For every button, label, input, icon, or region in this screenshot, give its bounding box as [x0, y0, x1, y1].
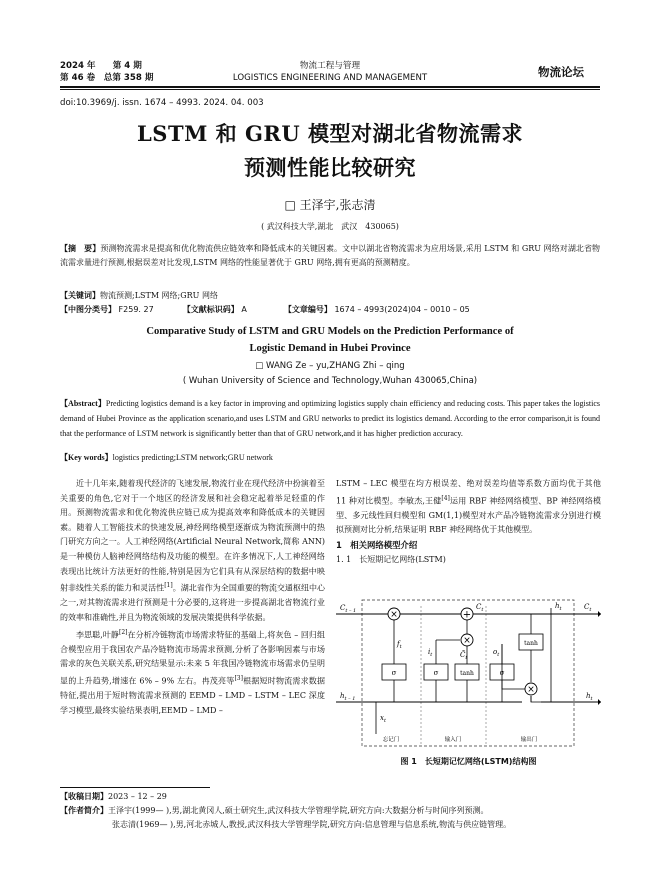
- h-prev-label: $h_{t - 1}$: [340, 692, 356, 702]
- tanh-label: tanh: [460, 670, 474, 677]
- keywords-cn-label: 【关键词】: [60, 291, 100, 300]
- o-t-label: $o_t$: [493, 648, 500, 658]
- c-t-label: $C_t$: [476, 603, 484, 613]
- keywords-en: [60, 452, 600, 463]
- abstract-cn-label: 【摘 要】: [60, 244, 101, 253]
- forget-gate-label: 忘记门: [382, 737, 400, 743]
- tanh-label: tanh: [524, 640, 538, 647]
- i-t-label: $i_t$: [428, 648, 433, 658]
- doc-code-value: A: [241, 305, 247, 314]
- clc-label: 【中图分类号】: [60, 305, 116, 314]
- journal-name-en: LOGISTICS ENGINEERING AND MANAGEMENT: [232, 73, 428, 83]
- body-right-column: [336, 477, 601, 567]
- received-date: 【收稿日期】2023 – 12 – 29: [60, 792, 167, 801]
- year-issue: 2024 年 第 4 期: [60, 61, 142, 71]
- sigma-label: σ: [499, 669, 505, 677]
- title-en-line2: Logistic Demand in Hubei Province: [249, 343, 411, 354]
- h-merge: [531, 696, 541, 702]
- author-bio-2: 张志清(1969— ),男,河北赤城人,教授,武汉科技大学管理学院,研究方向:信息管理与信息系统,物流与供应链管理。: [112, 820, 512, 829]
- lstm-structure-diagram: [336, 594, 601, 752]
- sigma-label: σ: [391, 669, 397, 677]
- keywords-en-text: logistics predicting;LSTM network;GRU network: [112, 453, 273, 462]
- doc-code-label: 【文献标识码】: [182, 305, 239, 314]
- author-bio-label: 【作者简介】: [60, 806, 108, 815]
- h-t-label: $h_t$: [586, 692, 593, 702]
- abstract-en-text: Predicting logistics demand is a key factor in improving and optimizing logistics supply chain efficiency and reducing costs. This paper takes the logistics demand of Hubei Province as the application scenario,and uses LSTM and GRU networks to predict its logistics demand. According to the error comparison,it is found that the performance of LSTM network is significantly better than that of GRU network,and it has higher prediction accuracy.: [60, 399, 600, 438]
- body-left-column: [60, 477, 325, 718]
- authors-en: □ WANG Ze – yu,ZHANG Zhi – qing: [255, 361, 405, 371]
- figure-caption: 图 1 长短期记忆网络(LSTM)结构图: [400, 757, 537, 766]
- h-t-top-label: $h_t$: [555, 602, 562, 612]
- body-paragraph: LSTM – LEC 模型在均方根误差、绝对误差均值等系数方面均优于其他 11 种对比模型。李敏杰,王健[4]运用 RBF 神经网络模型、BP 神经网络模型、多元线性回归模型和 GM(1,1)模型对水产品冷链物流需求分别进行模拟预测对比分析,结果证明 RBF 神经网络优于其他模型。: [336, 479, 602, 535]
- h-up-path: [541, 608, 551, 702]
- header-rule: [60, 86, 600, 88]
- abstract-cn-text: 预测物流需求是提高和优化物流供应链效率和降低成本的关键因素。文中以湖北省物流需求为应用场景,采用 LSTM 和 GRU 网络对湖北省物流需求量进行预测,根据误差对比发现,LSTM 网络的性能显著优于 GRU 网络,拥有更高的预测精度。: [60, 244, 601, 267]
- times-symbol: ×: [463, 636, 471, 646]
- abstract-en-label: 【Abstract】: [60, 399, 106, 408]
- times-symbol: ×: [527, 685, 535, 695]
- header-rule-thin: [60, 89, 600, 90]
- title-cn-line1: LSTM 和 GRU 模型对湖北省物流需求: [137, 121, 523, 146]
- citation-ref: [4]: [441, 494, 450, 502]
- input-gate-label: 输入门: [444, 737, 462, 743]
- received-label: 【收稿日期】: [60, 792, 108, 801]
- authors-cn: □ 王泽宇,张志清: [284, 198, 376, 212]
- classification-row: [60, 304, 600, 316]
- c-prev-label: $C_{t - 1}$: [340, 604, 357, 614]
- c-t-out-label: $C_t$: [584, 603, 592, 613]
- journal-name-cn: 物流工程与管理: [299, 61, 361, 71]
- article-no-value: 1674 – 4993(2024)04 – 0010 – 05: [334, 305, 470, 314]
- times-symbol: ×: [390, 610, 398, 620]
- body-paragraph: 近十几年来,随着现代经济的飞速发展,物流行业在现代经济中扮演着至关重要的角色,它对于一个地区的经济发展和社会稳定起着举足轻重的作用。预测物流需求和优化物流供应链已成为提高效率和降低成本的关键因素。随着人工智能技术的快速发展,神经网络模型逐渐成为物流预测中的热门研究方向之一。人工神经网络(Artificial Neural Network,简称 ANN)是一种模仿人脑神经网络结构及功能的模型。在许多情况下,人工神经网络表现出比统计方法更好的性能,特别是因为它们具有从深层结构的数据中映射非线性关系的能力和灵活性[1]。湖北省作为全国重要的物流交通枢纽中心之一,对其物流需求进行预测是十分必要的,这将进一步提高湖北省物流行业的效率和准确性,并且为物流领域的发展决策提供科学依据。: [60, 479, 325, 622]
- issue-info: [60, 60, 153, 84]
- section-heading: 1 相关网络模型介绍: [336, 540, 418, 551]
- abstract-en: [60, 396, 600, 441]
- article-no-label: 【文章编号】: [283, 305, 332, 314]
- sigma-label: σ: [433, 669, 439, 677]
- keywords-en-label: 【Key words】: [60, 453, 113, 462]
- footnote-rule: [60, 787, 210, 788]
- clc-value: F259. 27: [118, 305, 154, 314]
- abstract-cn: [60, 242, 600, 269]
- subsection-heading: 1. 1 长短期记忆网络(LSTM): [336, 554, 446, 564]
- affiliation-en: ( Wuhan University of Science and Technology,Wuhan 430065,China): [182, 376, 478, 386]
- volume-total: 第 46 卷 总第 358 期: [60, 73, 154, 83]
- hidden-output-arrow: [598, 699, 601, 705]
- title-en-line1: Comparative Study of LSTM and GRU Models on the Prediction Performance of: [146, 326, 514, 337]
- column-name: 物流论坛: [538, 65, 584, 79]
- f-t-label: $f_t$: [397, 640, 402, 650]
- citation-ref: [2]: [118, 628, 128, 636]
- title-cn-line2: 预测性能比较研究: [244, 155, 416, 180]
- doi: doi:10.3969/j. issn. 1674 – 4993. 2024. 04. 003: [60, 98, 264, 108]
- citation-ref: [1]: [164, 582, 173, 590]
- cell-state-arrow: [598, 611, 601, 617]
- plus-symbol: +: [462, 609, 472, 621]
- keywords-cn: [60, 290, 600, 302]
- journal-name: [195, 60, 465, 84]
- body-paragraph: 李思聪,叶静[2]在分析冷链物流市场需求特征的基础上,将灰色 – 回归组合模型应用于我国农产品冷链物流市场需求预测,分析了各影响因素与市场需求的灰色关联关系,研究结果显示:未来 5 年我国冷链物流市场需求仍呈明显的上升趋势,增速在 6% – 9% 左右。冉茂亮等[3]根据短时物流需求数据特征,提出用于短时物流需求预测的 EEMD – LMD – LSTM – LEC 深度学习模型,最终实验结果表明,EEMD – LMD –: [60, 628, 325, 715]
- x-t-label: $x_t$: [380, 714, 386, 724]
- c-tilde-label: $C̃_t$: [460, 651, 468, 661]
- affiliation-cn: ( 武汉科技大学,湖北 武汉 430065): [261, 222, 399, 231]
- author-bio-1: 【作者简介】王泽宇(1999— ),男,湖北黄冈人,硕士研究生,武汉科技大学管理学院,研究方向:大数据分析与时间序列预测。: [60, 806, 489, 815]
- output-gate-label: 输出门: [520, 737, 538, 743]
- citation-ref: [3]: [234, 675, 243, 683]
- keywords-cn-text: 物流预测;LSTM 网络;GRU 网络: [100, 291, 218, 300]
